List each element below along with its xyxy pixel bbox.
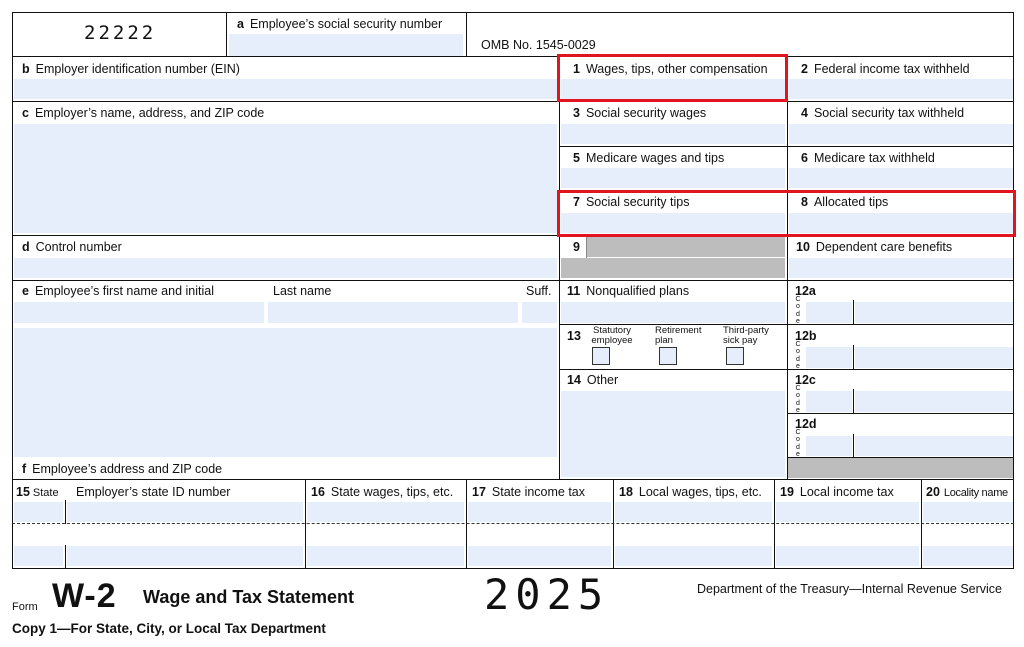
copy-designation: Copy 1—For State, City, or Local Tax Department [12,621,326,636]
box17-field-1[interactable] [468,502,611,522]
code-letter: C [795,296,801,303]
box-b-letter: b [22,62,30,76]
tax-year: 2025 [484,570,610,619]
box15-number: 15 [16,485,30,499]
box3-text: Social security wages [585,106,707,120]
box4-text: Social security tax withheld [813,106,965,120]
retirement-line1: Retirement [655,325,702,336]
rule [65,500,66,524]
box8-number: 8 [801,195,808,209]
retirement-line2: plan [655,335,673,346]
thirdparty-line1: Third-party [723,325,769,336]
box5-field[interactable] [561,168,785,188]
box16-field-2[interactable] [307,546,464,566]
box18-number: 18 [619,485,633,499]
box3-number: 3 [573,106,580,120]
statutory-employee-checkbox[interactable] [592,347,610,365]
highlight-box1 [557,54,788,102]
box12c-code-field[interactable] [806,391,852,412]
box9-number: 9 [573,240,580,254]
box12a-code-field[interactable] [806,302,852,323]
box18-field-1[interactable] [615,502,772,522]
box18-label [619,485,762,499]
box20-number: 20 [926,485,940,499]
box-d-label [22,240,122,254]
box15-id-field-2[interactable] [67,546,303,566]
box11-number: 11 [567,284,581,298]
employee-first-name-field[interactable] [14,302,264,323]
rule [853,434,854,457]
rule [787,457,1014,458]
box12b-amount-field[interactable] [855,347,1013,368]
box19-field-1[interactable] [776,502,919,522]
box-e-label [22,284,214,298]
box2-text: Federal income tax withheld [813,62,970,76]
box9-shade-bottom [561,258,785,278]
ein-field[interactable] [14,79,557,99]
rule [12,479,1014,480]
box12b-code-caption [794,341,802,371]
statutory-employee-label [588,326,636,346]
box-c-letter: c [22,106,29,120]
box-b-label [22,62,240,76]
box14-label [567,373,618,387]
rule [559,56,560,480]
code-letter: e [796,407,800,415]
highlight-box7-8 [557,190,1016,237]
box13-label [567,329,587,343]
rule [12,12,1014,13]
box15-state: State [32,487,59,499]
omb-number: OMB No. 1545-0029 [481,38,596,52]
code-letter: d [796,355,800,363]
box11-text: Nonqualified plans [586,284,690,298]
box5-number: 5 [573,151,580,165]
box8-text: Allocated tips [813,195,889,209]
box6-text: Medicare tax withheld [813,151,935,165]
box12-bottom-shade [788,458,1014,478]
box12d-code-field[interactable] [806,436,852,456]
box17-number: 17 [472,485,486,499]
box-b-text: Employer identification number (EIN) [35,62,240,76]
third-party-sick-pay-checkbox[interactable] [726,347,744,365]
department: Department of the Treasury—Internal Revenue Service [697,582,1003,596]
box19-field-2[interactable] [776,546,919,566]
statutory-line2: employee [591,335,633,346]
rule [12,56,1014,57]
code-letter: d [796,310,800,318]
box16-number: 16 [311,485,325,499]
rule [853,300,854,324]
box18-text: Local wages, tips, etc. [638,485,762,499]
box10-label [796,240,952,254]
box-e-letter: e [22,284,29,298]
code-letter: o [796,392,800,400]
statutory-line1: Statutory [592,325,632,336]
box3-field[interactable] [561,124,785,144]
form-name: W-2 [52,577,117,615]
box-e-text: Employee’s first name and initial [34,284,214,298]
box1-text: Wages, tips, other compensation [585,62,768,76]
box12c-number: 12c [795,373,816,387]
dashed-separator [12,523,1014,524]
box19-label [780,485,894,499]
box16-text: State wages, tips, etc. [330,485,454,499]
box10-field[interactable] [789,258,1013,278]
box13-number: 13 [567,329,581,343]
box2-label [801,62,970,76]
code-letter: e [796,451,800,459]
box19-number: 19 [780,485,794,499]
box2-field[interactable] [789,79,1013,99]
rule [1013,12,1014,568]
rule [226,12,227,56]
box-e-last-name: Last name [273,284,332,298]
rule [65,545,66,568]
retirement-plan-label [655,326,705,346]
box19-text: Local income tax [799,485,894,499]
rule [853,389,854,413]
box2-number: 2 [801,62,808,76]
employee-suffix-field[interactable] [522,302,557,323]
control-number-field[interactable] [14,258,557,278]
box11-field[interactable] [561,302,785,323]
box-f-label [22,462,222,476]
box14-field[interactable] [561,391,785,477]
code-letter: e [796,318,800,326]
box-f-letter: f [22,462,27,476]
control-code: 22222 [84,22,157,44]
rule [787,56,788,480]
box5-label [573,151,724,165]
box9-label [573,240,586,254]
thirdparty-line2: sick pay [723,335,758,346]
code-letter: C [795,385,801,392]
box15-state-field-2[interactable] [14,546,63,566]
rule [12,101,1014,102]
box15-label [16,485,59,500]
code-letter: o [796,348,800,356]
box20-label [926,485,1008,500]
box12d-number: 12d [795,417,817,431]
code-letter: e [796,363,800,371]
box7-number: 7 [573,195,580,209]
rule [586,236,587,258]
box14-text: Other [586,373,619,387]
box-a-text: Employee’s social security number [249,17,443,31]
code-letter: d [796,399,800,407]
box15-state-field-1[interactable] [14,502,63,522]
code-letter: C [795,341,801,348]
box-e-suffix: Suff. [526,284,552,298]
box-a-label [237,17,442,31]
box5-text: Medicare wages and tips [585,151,725,165]
ssn-field[interactable] [229,34,463,56]
box17-text: State income tax [491,485,586,499]
code-letter: d [796,443,800,451]
form-word: Form [12,601,38,613]
box11-label [567,284,689,298]
form-title: Wage and Tax Statement [143,587,355,607]
box12d-amount-field[interactable] [855,436,1013,456]
box12a-amount-field[interactable] [855,302,1013,323]
rule [466,12,467,56]
box4-label [801,106,964,120]
third-party-sick-pay-label [723,326,773,346]
box6-field[interactable] [789,168,1013,188]
rule [787,413,1014,414]
employee-last-name-field[interactable] [268,302,518,323]
box12a-number: 12a [795,284,816,298]
box15-id-field-1[interactable] [67,502,303,522]
rule [12,280,1014,281]
box1-number: 1 [573,62,580,76]
code-letter: o [796,303,800,311]
box6-number: 6 [801,151,808,165]
box14-number: 14 [567,373,581,387]
box15-state-id-label: Employer’s state ID number [76,485,231,499]
box4-field[interactable] [789,124,1013,144]
box12b-number: 12b [795,329,817,343]
box12d-code-caption [794,429,802,459]
employer-name-field[interactable] [14,124,557,233]
code-letter: o [796,436,800,444]
rule [12,568,1014,569]
box6-label [801,151,935,165]
box7-text: Social security tips [585,195,690,209]
code-letter: C [795,429,801,436]
rule [12,12,13,568]
box9-shade-top [587,236,785,257]
box16-label [311,485,453,499]
box10-text: Dependent care benefits [815,240,953,254]
rule [853,345,854,369]
retirement-plan-checkbox[interactable] [659,347,677,365]
box-f-text: Employee’s address and ZIP code [32,462,223,476]
box12c-amount-field[interactable] [855,391,1013,412]
box-d-letter: d [22,240,30,254]
box20-field-2[interactable] [923,546,1013,566]
box17-field-2[interactable] [468,546,611,566]
box10-number: 10 [796,240,810,254]
box12a-code-caption [794,296,802,326]
box4-number: 4 [801,106,808,120]
box20-field-1[interactable] [923,502,1013,522]
box3-label [573,106,706,120]
employee-address-field[interactable] [14,328,557,457]
box20-text: Locality name [943,487,1008,499]
box-d-text: Control number [35,240,122,254]
box12c-code-caption [794,385,802,415]
box12b-code-field[interactable] [806,347,852,368]
box-a-letter: a [237,17,244,31]
box-c-text: Employer’s name, address, and ZIP code [34,106,265,120]
box18-field-2[interactable] [615,546,772,566]
box17-label [472,485,585,499]
box-c-label [22,106,264,120]
box16-field-1[interactable] [307,502,464,522]
